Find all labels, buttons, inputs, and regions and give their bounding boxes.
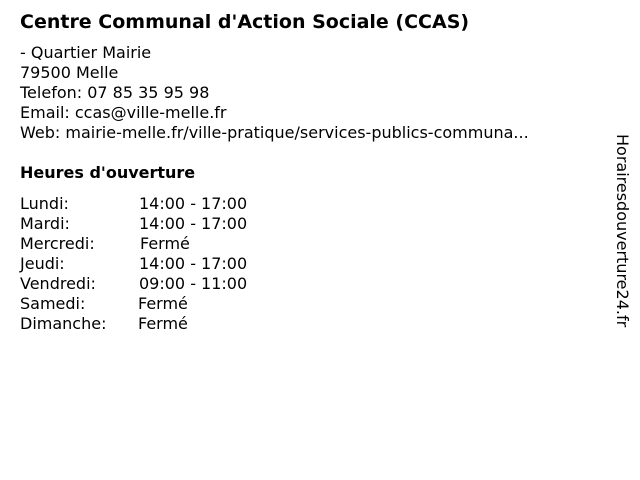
day-label: Dimanche: [20, 314, 107, 333]
hours-row-sunday [20, 314, 320, 334]
time-value: 14:00 - 17:00 [139, 254, 248, 273]
time-value: Fermé [138, 294, 188, 313]
time-value: Fermé [140, 234, 190, 253]
business-name: Centre Communal d'Action Sociale (CCAS) [20, 11, 470, 33]
phone-number: Telefon: 07 85 35 95 98 [20, 83, 210, 102]
day-label: Mardi: [20, 214, 70, 233]
hours-row-wednesday [20, 234, 320, 254]
hours-row-saturday [20, 294, 320, 314]
hours-table [20, 194, 320, 334]
street-address: - Quartier Mairie [20, 43, 152, 62]
day-label: Vendredi: [20, 274, 96, 293]
time-value: 09:00 - 11:00 [139, 274, 248, 293]
time-value: 14:00 - 17:00 [139, 194, 248, 213]
hours-row-thursday [20, 254, 320, 274]
hours-row-monday [20, 194, 320, 214]
time-value: 14:00 - 17:00 [139, 214, 248, 233]
day-label: Mercredi: [20, 234, 95, 253]
contact-block [20, 43, 529, 143]
hours-row-friday [20, 274, 320, 294]
website-link: Web: mairie-melle.fr/ville-pratique/services-publics-communa... [20, 123, 529, 142]
day-label: Lundi: [20, 194, 69, 213]
day-label: Samedi: [20, 294, 86, 313]
email-address: Email: ccas@ville-melle.fr [20, 103, 227, 122]
day-label: Jeudi: [20, 254, 65, 273]
hours-row-tuesday [20, 214, 320, 234]
hours-heading: Heures d'ouverture [20, 163, 196, 182]
time-value: Fermé [138, 314, 188, 333]
city-postal: 79500 Melle [20, 63, 119, 82]
site-watermark: Horairesdouverture24.fr [613, 134, 632, 328]
